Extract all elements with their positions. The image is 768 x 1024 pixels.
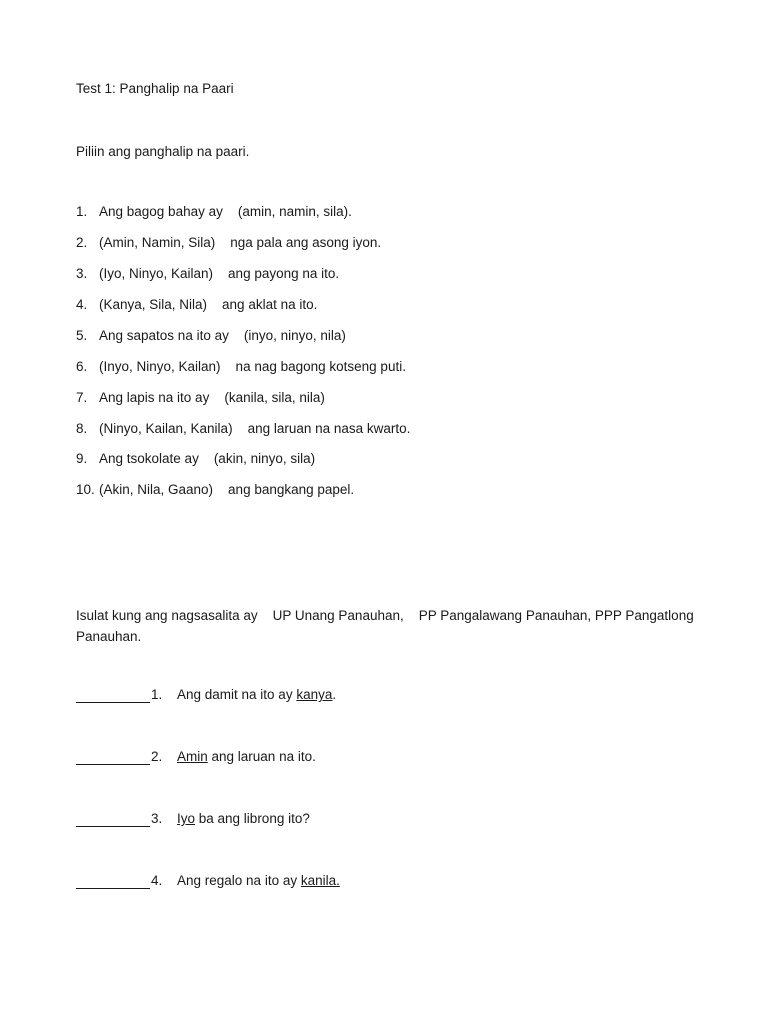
item-text: Ang sapatos na ito ay (inyo, ninyo, nila) <box>99 328 346 343</box>
underlined-pronoun: kanya <box>296 687 333 702</box>
item-number: 4. <box>76 297 88 312</box>
item-number: 9. <box>76 451 88 466</box>
item-number: 1. <box>151 687 163 702</box>
item-number: 5. <box>76 328 88 343</box>
sentence <box>177 687 336 702</box>
answer-blank[interactable] <box>76 873 150 889</box>
item-text: (Akin, Nila, Gaano) ang bangkang papel. <box>99 482 355 497</box>
sentence <box>177 749 316 764</box>
item-number: 3. <box>151 811 163 826</box>
sentence-after: . <box>332 687 337 702</box>
item-number: 8. <box>76 421 88 436</box>
item-number: 10. <box>76 482 95 497</box>
underlined-pronoun: Amin <box>177 749 208 764</box>
item-number: 7. <box>76 390 88 405</box>
answer-blank[interactable] <box>76 749 150 765</box>
item-number: 2. <box>151 749 163 764</box>
sentence-before: Ang regalo na ito ay <box>177 873 301 888</box>
item-number: 1. <box>76 204 88 219</box>
item-text: (Iyo, Ninyo, Kailan) ang payong na ito. <box>99 266 340 281</box>
item-text: (Ninyo, Kailan, Kanila) ang laruan na nasa kwarto. <box>99 421 411 436</box>
sentence-before: Ang damit na ito ay <box>177 687 297 702</box>
worksheet-title: Test 1: Panghalip na Paari <box>76 81 234 96</box>
item-number: 3. <box>76 266 88 281</box>
item-text: Ang bagog bahay ay (amin, namin, sila). <box>99 204 352 219</box>
answer-blank[interactable] <box>76 687 150 703</box>
sentence-after: ba ang librong ito? <box>195 811 310 826</box>
underlined-pronoun: Iyo <box>177 811 196 826</box>
item-number: 4. <box>151 873 163 888</box>
sentence <box>177 873 340 888</box>
item-text: Ang tsokolate ay (akin, ninyo, sila) <box>99 451 316 466</box>
item-text: (Amin, Namin, Sila) nga pala ang asong iyon. <box>99 235 382 250</box>
item-text: (Inyo, Ninyo, Kailan) na nag bagong kotseng puti. <box>99 359 406 374</box>
item-text: Ang lapis na ito ay (kanila, sila, nila) <box>99 390 325 405</box>
sentence <box>177 811 310 826</box>
sentence-after: ang laruan na ito. <box>207 749 316 764</box>
answer-blank[interactable] <box>76 811 150 827</box>
part1-instruction: Piliin ang panghalip na paari. <box>76 144 250 159</box>
item-text: (Kanya, Sila, Nila) ang aklat na ito. <box>99 297 318 312</box>
item-number: 2. <box>76 235 88 250</box>
item-number: 6. <box>76 359 88 374</box>
underlined-pronoun: kanila. <box>300 873 340 888</box>
part2-instruction: Isulat kung ang nagsasalita ay UP Unang Panauhan, PP Pangalawang Panauhan, PPP Pangatlong Panauhan. <box>76 608 698 644</box>
